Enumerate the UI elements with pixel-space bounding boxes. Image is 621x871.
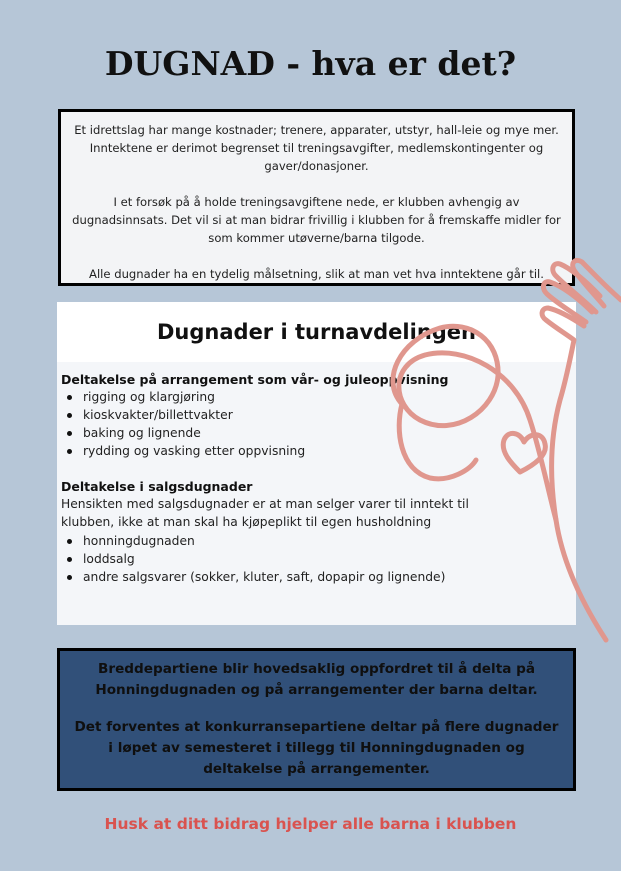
intro-paragraph-1: Et idrettslag har mange kostnader; trenere, apparater, utstyr, hall-leie og mye mer. Inntektene er derimot begrenset til treningsavgifter, medlemskontingenter og gaver/donasjoner. bbox=[74, 123, 559, 173]
list-item: baking og lignende bbox=[65, 424, 305, 442]
arrangement-list bbox=[65, 388, 305, 460]
list-item: honningdugnaden bbox=[65, 532, 445, 550]
section-salg-title: Deltakelse i salgsdugnader bbox=[61, 479, 253, 494]
list-item: rydding og vasking etter oppvisning bbox=[65, 442, 305, 460]
salg-list bbox=[65, 532, 445, 586]
list-item: loddsalg bbox=[65, 550, 445, 568]
notice-paragraph-1: Breddepartiene blir hovedsaklig oppfordret til å delta på Honningdugnaden og på arrangementer der barna deltar. bbox=[95, 661, 538, 698]
list-item: andre salgsvarer (sokker, kluter, saft, dopapir og lignende) bbox=[65, 568, 445, 586]
list-item: kioskvakter/billettvakter bbox=[65, 406, 305, 424]
list-item: rigging og klargjøring bbox=[65, 388, 305, 406]
intro-paragraph-3: Alle dugnader ha en tydelig målsetning, slik at man vet hva inntektene går til. bbox=[89, 267, 544, 281]
intro-paragraph-2: I et forsøk på å holde treningsavgiftene nede, er klubben avhengig av dugnadsinnsats. Det vil si at man bidrar frivillig i klubben for å fremskaffe midler for som kommer utøverne/barna tilgode. bbox=[72, 195, 561, 245]
closing-message: Husk at ditt bidrag hjelper alle barna i klubben bbox=[104, 815, 517, 833]
page-title: DUGNAD - hva er det? bbox=[104, 44, 517, 83]
dugnader-panel bbox=[57, 302, 576, 625]
section-arrangement-title: Deltakelse på arrangement som vår- og juleoppvisning bbox=[61, 372, 449, 387]
notice-paragraph-2: Det forventes at konkurransepartiene deltar på flere dugnader i løpet av semesteret i tillegg til Honningdugnaden og deltakelse på arrangementer. bbox=[74, 719, 559, 777]
panel-heading: Dugnader i turnavdelingen bbox=[157, 320, 476, 344]
salg-description: Hensikten med salgsdugnader er at man selger varer til inntekt til klubben, ikke at man skal ha kjøpeplikt til egen husholdning bbox=[61, 497, 469, 529]
intro-box bbox=[58, 109, 575, 286]
notice-box bbox=[57, 648, 576, 791]
